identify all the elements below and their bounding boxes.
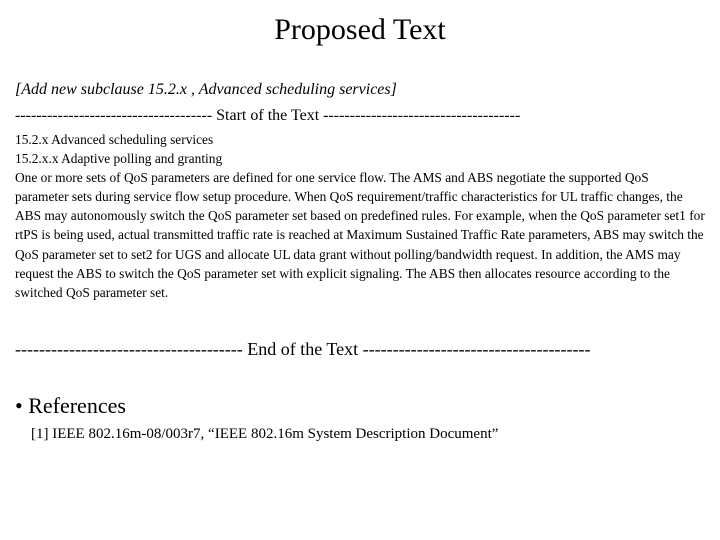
- slide-title: Proposed Text: [274, 13, 446, 46]
- subclause-instruction: [Add new subclause 15.2.x , Advanced scheduling services]: [15, 81, 397, 98]
- subsection-heading: 15.2.x.x Adaptive polling and granting: [15, 151, 223, 167]
- section-heading: 15.2.x Advanced scheduling services: [15, 132, 214, 147]
- body-paragraph: One or more sets of QoS parameters are defined for one service flow. The AMS and ABS negotiate the supported QoS parameter sets during service flow setup procedure. When QoS requirement/traffic characteristics for UL traffic changes, the ABS may autonomously switch the QoS parameter set based on predefined rules. For example, when the QoS parameter set1 for rtPS is being used, actual transmitted traffic rate is reached at Maximum Sustained Traffic Rate parameters, ABS may switch the QoS parameter set to set2 for UGS and allocate UL data grant without polling/bandwidth request. In addition, the AMS may request the ABS to switch the QoS parameter set with explicit signaling. The ABS then allocates resource according to the switched QoS parameter set.: [15, 170, 705, 300]
- references-heading: • References: [15, 393, 126, 418]
- proposed-text-body: [15, 130, 705, 302]
- start-of-text-marker: ------------------------------------- Start of the Text -------------------------------------: [15, 107, 521, 124]
- reference-item: [1] IEEE 802.16m-08/003r7, “IEEE 802.16m System Description Document”: [31, 426, 499, 442]
- end-of-text-marker: -------------------------------------- End of the Text --------------------------------------: [15, 339, 591, 359]
